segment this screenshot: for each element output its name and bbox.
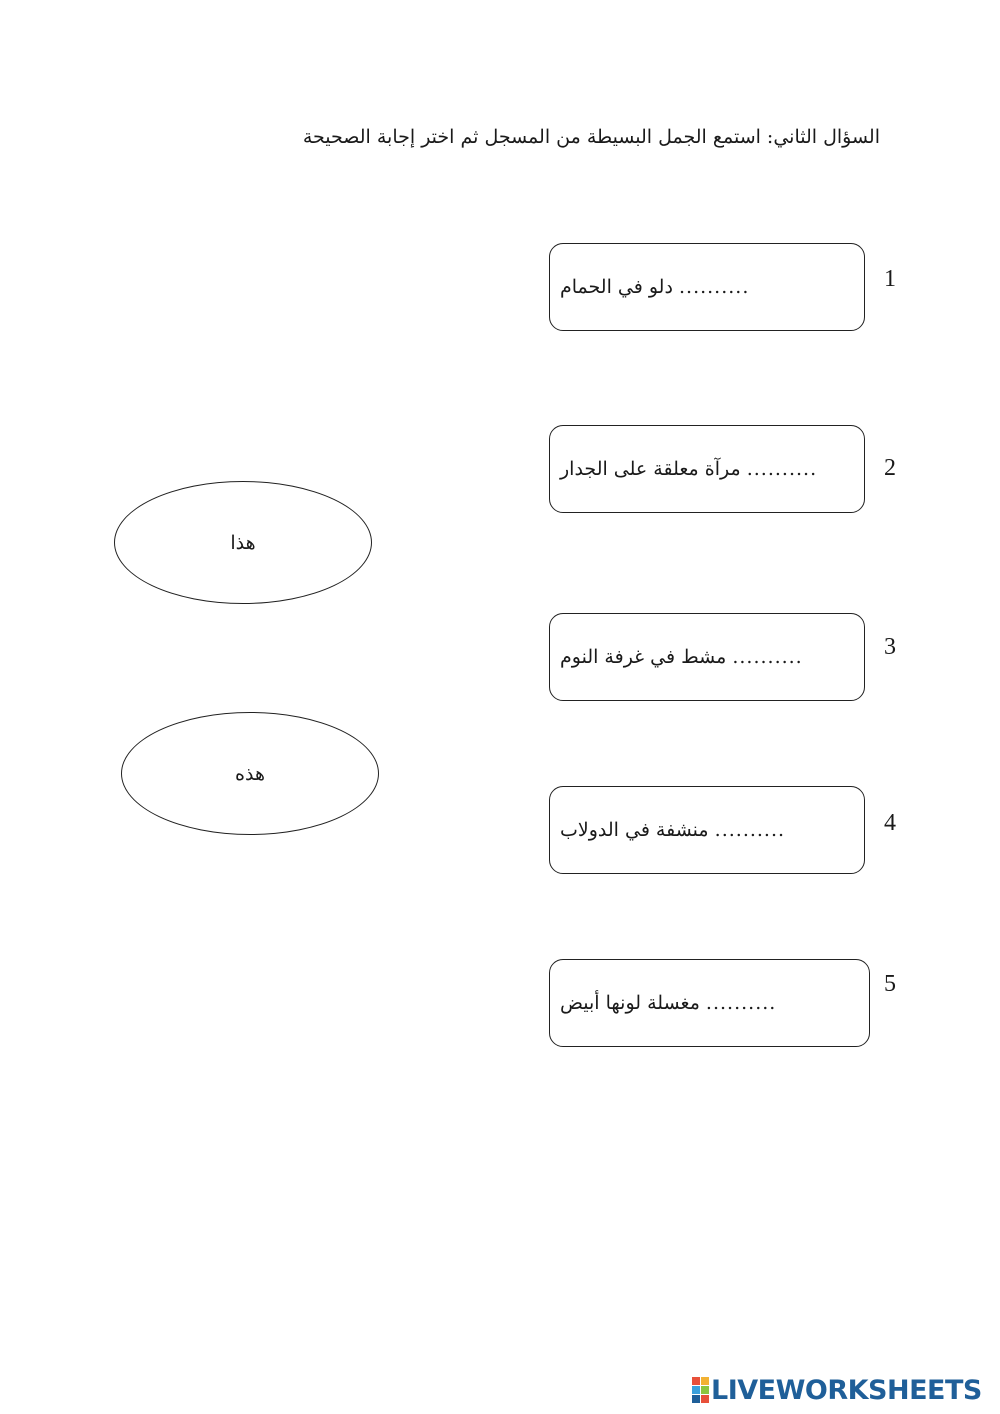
question-box-5[interactable] bbox=[549, 959, 870, 1047]
question-text-4: منشفة في الدولاب bbox=[560, 819, 709, 841]
question-number-5: 5 bbox=[884, 971, 896, 997]
blank-slot-3[interactable]: .......... bbox=[732, 646, 803, 668]
question-text-3: مشط في غرفة النوم bbox=[560, 646, 727, 668]
question-sentence-2 bbox=[560, 426, 834, 512]
question-box-1[interactable] bbox=[549, 243, 865, 331]
choice-label-hatha: هذا bbox=[230, 531, 256, 554]
question-sentence-4 bbox=[560, 787, 834, 873]
question-number-4: 4 bbox=[884, 810, 896, 836]
worksheet-title: السؤال الثاني: استمع الجمل البسيطة من المسجل ثم اختر إجابة الصحيحة bbox=[302, 126, 880, 148]
question-text-5: مغسلة لونها أبيض bbox=[560, 992, 700, 1014]
question-sentence-5 bbox=[560, 960, 839, 1046]
liveworksheets-logo[interactable] bbox=[692, 1373, 982, 1407]
question-text-1: دلو في الحمام bbox=[560, 276, 673, 298]
blank-slot-2[interactable]: .......... bbox=[746, 458, 818, 480]
choice-hathihi[interactable] bbox=[121, 712, 379, 835]
question-box-3[interactable] bbox=[549, 613, 865, 701]
question-sentence-3 bbox=[560, 614, 834, 700]
question-number-1: 1 bbox=[884, 266, 896, 292]
liveworksheets-brand-text: LIVEWORKSHEETS bbox=[711, 1374, 982, 1406]
blank-slot-4[interactable]: .......... bbox=[714, 819, 786, 841]
question-number-2: 2 bbox=[884, 455, 896, 481]
choice-label-hathihi: هذه bbox=[235, 762, 265, 785]
question-box-4[interactable] bbox=[549, 786, 865, 874]
blank-slot-1[interactable]: .......... bbox=[678, 276, 750, 298]
choice-hatha[interactable] bbox=[114, 481, 372, 604]
question-number-3: 3 bbox=[884, 634, 896, 660]
blank-slot-5[interactable]: .......... bbox=[705, 992, 777, 1014]
question-sentence-1 bbox=[560, 244, 834, 330]
question-box-2[interactable] bbox=[549, 425, 865, 513]
question-text-2: مرآة معلقة على الجدار bbox=[560, 458, 741, 480]
liveworksheets-logo-icon bbox=[692, 1377, 708, 1403]
